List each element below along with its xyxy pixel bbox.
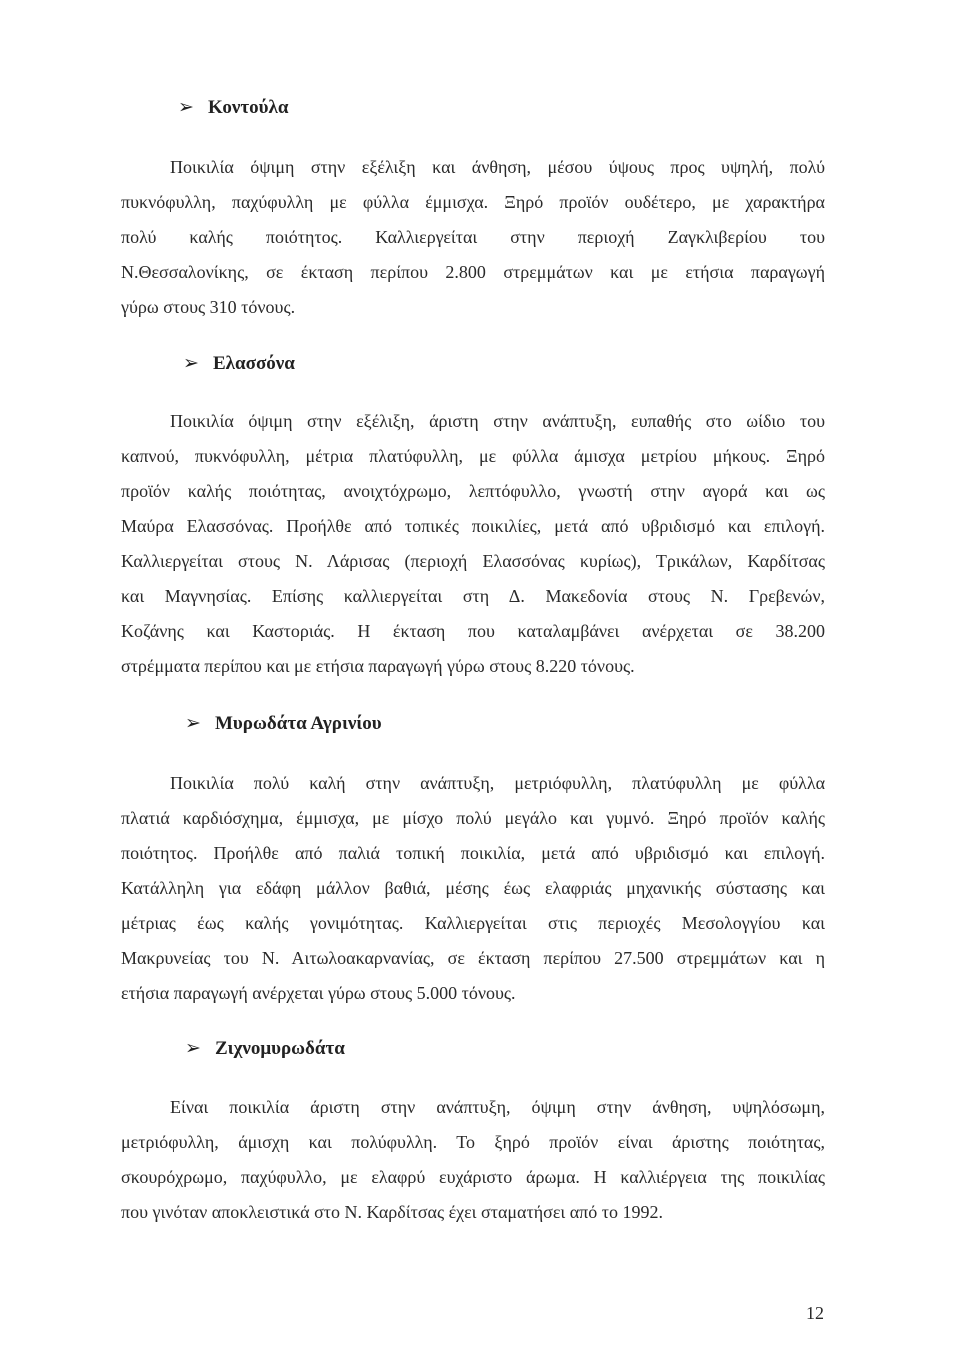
paragraph-line: Μακρυνείας του Ν. Αιτωλοακαρνανίας, σε έκταση περίπου 27.500 στρεμμάτων και η [121,948,825,968]
heading-text: Μυρωδάτα Αγρινίου [215,713,382,734]
section-heading-zichnomyrodata [185,1037,345,1061]
paragraph-line: σκουρόχρωμο, παχύφυλλο, με ελαφρύ ευχάριστο άρωμα. Η καλλιέργεια της ποικιλίας [121,1167,825,1187]
paragraph-line: Ποικιλία όψιμη στην εξέλιξη και άνθηση, μέσου ύψους προς υψηλή, πολύ [170,157,825,177]
arrow-bullet-icon: ➢ [183,353,199,374]
paragraph-line: και Μαγνησίας. Επίσης καλλιεργείται στη Δ. Μακεδονία στους Ν. Γρεβενών, [121,586,825,606]
section-heading-myrodata-agriniou [185,712,382,736]
paragraph-line: Κατάλληλη για εδάφη μάλλον βαθιά, μέσης έως ελαφριάς μηχανικής σύστασης και [121,878,825,898]
paragraph-line: ποιότητος. Προήλθε από παλιά τοπική ποικιλία, μετά από υβριδισμό και επιλογή. [121,843,825,863]
paragraph-line: γύρω στους 310 τόνους. [121,297,296,317]
paragraph-line: Ποικιλία όψιμη στην εξέλιξη, άριστη στην ανάπτυξη, ευπαθής στο ωίδιο του [170,411,825,431]
section-heading-elassona [183,352,295,376]
paragraph-line: Είναι ποικιλία άριστη στην ανάπτυξη, όψιμη στην άνθηση, υψηλόσωμη, [170,1097,825,1117]
heading-text: Ελασσόνα [213,353,295,374]
paragraph-line: που γινόταν αποκλειστικά στο Ν. Καρδίτσας έχει σταματήσει από το 1992. [121,1202,663,1222]
arrow-bullet-icon: ➢ [178,97,194,118]
paragraph-line: Μαύρα Ελασσόνας. Προήλθε από τοπικές ποικιλίες, μετά από υβριδισμό και επιλογή. [121,516,825,536]
paragraph-line: Κοζάνης και Καστοριάς. Η έκταση που καταλαμβάνει ανέρχεται σε 38.200 [121,621,825,641]
paragraph-line: στρέμματα περίπου και με ετήσια παραγωγή γύρω στους 8.220 τόνους. [121,656,635,676]
heading-text: Ζιχνομυρωδάτα [215,1038,345,1059]
heading-text: Κοντούλα [208,97,289,118]
page-number: 12 [806,1303,824,1323]
paragraph-line: μετριόφυλλη, άμισχη και πολύφυλλη. Το ξηρό προϊόν είναι άριστης ποιότητας, [121,1132,825,1152]
paragraph-line: πλατιά καρδιόσχημα, έμμισχα, με μίσχο πολύ μεγάλο και γυμνό. Ξηρό προϊόν καλής [121,808,825,828]
paragraph-line: μέτριας έως καλής γονιμότητας. Καλλιεργείται στις περιοχές Μεσολογγίου και [121,913,825,933]
arrow-bullet-icon: ➢ [185,1038,201,1059]
paragraph-line: Ποικιλία πολύ καλή στην ανάπτυξη, μετριόφυλλη, πλατύφυλλη με φύλλα [170,773,825,793]
paragraph-line: Ν.Θεσσαλονίκης, σε έκταση περίπου 2.800 στρεμμάτων και με ετήσια παραγωγή [121,262,825,282]
section-heading-kontoula [178,96,288,120]
paragraph-line: πυκνόφυλλη, παχύφυλλη με φύλλα έμμισχα. Ξηρό προϊόν ουδέτερο, με χαρακτήρα [121,192,825,212]
paragraph-line: προϊόν καλής ποιότητας, ανοιχτόχρωμο, λεπτόφυλλο, γνωστή στην αγορά και ως [121,481,825,501]
paragraph-line: καπνού, πυκνόφυλλη, μέτρια πλατύφυλλη, με φύλλα άμισχα μετρίου μήκους. Ξηρό [121,446,825,466]
paragraph-line: ετήσια παραγωγή ανέρχεται γύρω στους 5.000 τόνους. [121,983,516,1003]
arrow-bullet-icon: ➢ [185,713,201,734]
paragraph-line: Καλλιεργείται στους Ν. Λάρισας (περιοχή Ελασσόνας κυρίως), Τρικάλων, Καρδίτσας [121,551,825,571]
paragraph-line: πολύ καλής ποιότητος. Καλλιεργείται στην περιοχή Ζαγκλιβερίου του [121,227,825,247]
